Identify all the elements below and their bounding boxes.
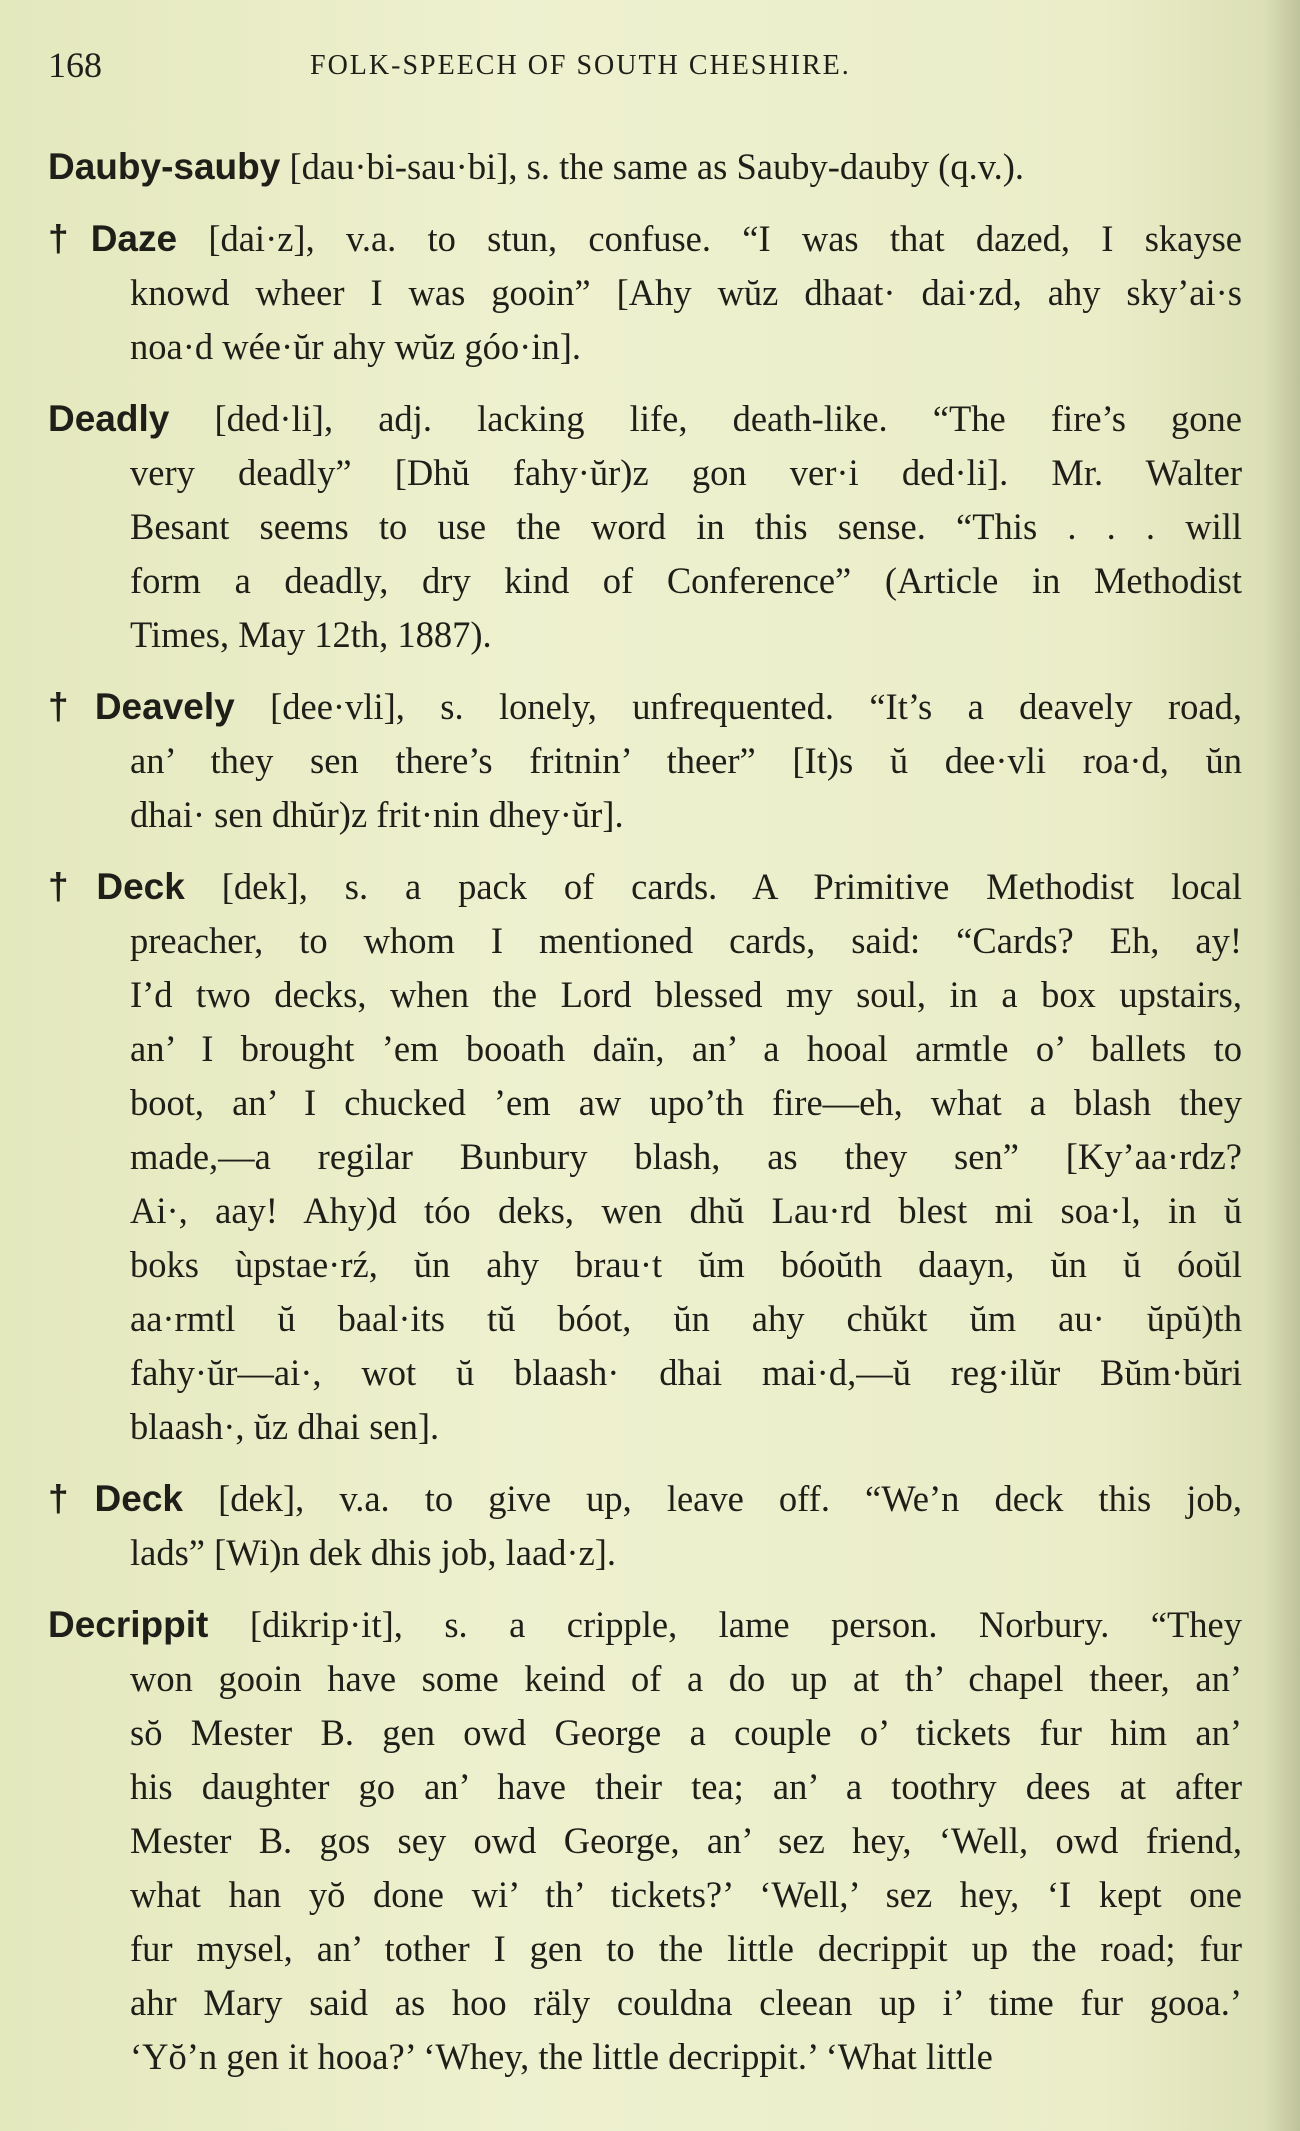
entry-text: aa·rmtl ŭ baal·its tŭ bóot, ŭn ahy chŭkt ŭm au· ŭpŭ)th	[130, 1298, 1242, 1339]
entry-text: made,—a regilar Bunbury blash, as they sen” [Ky’aa·rdz?	[130, 1136, 1242, 1177]
entry-line	[48, 140, 1242, 194]
entry-headword: Dauby-sauby	[48, 146, 281, 187]
entry-line	[48, 1814, 1242, 1868]
entry-line	[48, 1292, 1242, 1346]
entry-text: lads” [Wi)n dek dhis job, laad·z].	[130, 1532, 617, 1573]
entry-line	[48, 1598, 1242, 1652]
dictionary-entry	[48, 212, 1242, 374]
entry-text: his daughter go an’ have their tea; an’ a toothry dees at after	[130, 1766, 1242, 1807]
entry-line	[48, 1706, 1242, 1760]
entry-text: Ai·, aay! Ahy)d tóo deks, wen dhŭ Lau·rd blest mi soa·l, in ŭ	[130, 1190, 1242, 1231]
entry-line	[48, 1076, 1242, 1130]
entry-text: preacher, to whom I mentioned cards, said: “Cards? Eh, ay!	[130, 920, 1242, 961]
entry-text: [dek], s. a pack of cards. A Primitive Methodist local	[221, 866, 1243, 907]
entry-headword: Decrippit	[48, 1604, 209, 1645]
entry-text: [ded·li], adj. lacking life, death-like. “The fire’s gone	[214, 398, 1242, 439]
entry-headword: †Deavely	[48, 686, 235, 727]
dictionary-entries	[48, 140, 1242, 2102]
entry-text: [dee·vli], s. lonely, unfrequented. “It’s a deavely road,	[270, 686, 1242, 727]
entry-text: Besant seems to use the word in this sense. “This . . . will	[130, 506, 1242, 547]
entry-line	[48, 446, 1242, 500]
entry-line	[48, 1022, 1242, 1076]
entry-line	[48, 320, 1242, 374]
entry-line	[48, 1346, 1242, 1400]
entry-text: fahy·ŭr—ai·, wot ŭ blaash· dhai mai·d,—ŭ reg·ilŭr Bŭm·bŭri	[130, 1352, 1242, 1393]
dictionary-entry	[48, 1598, 1242, 2084]
entry-text: [dai·z], v.a. to stun, confuse. “I was that dazed, I skayse	[208, 218, 1243, 259]
dictionary-entry	[48, 392, 1242, 662]
entry-line	[48, 554, 1242, 608]
entry-text: knowd wheer I was gooin” [Ahy wŭz dhaat· dai·zd, ahy sky’ai·s	[130, 272, 1242, 313]
entry-line	[48, 2030, 1242, 2084]
entry-line	[48, 1472, 1242, 1526]
dictionary-entry	[48, 860, 1242, 1454]
entry-text: [dek], v.a. to give up, leave off. “We’n deck this job,	[218, 1478, 1243, 1519]
entry-line	[48, 392, 1242, 446]
entry-text: very deadly” [Dhŭ fahy·ŭr)z gon ver·i ded·li]. Mr. Walter	[130, 452, 1242, 493]
dictionary-entry	[48, 1472, 1242, 1580]
entry-text: fur mysel, an’ tother I gen to the little decrippit up the road; fur	[130, 1928, 1242, 1969]
entry-line	[48, 1760, 1242, 1814]
entry-line	[48, 914, 1242, 968]
dictionary-entry	[48, 140, 1242, 194]
entry-text: won gooin have some keind of a do up at th’ chapel theer, an’	[130, 1658, 1242, 1699]
entry-headword: †Deck	[48, 866, 185, 907]
entry-line	[48, 680, 1242, 734]
entry-text: dhai· sen dhŭr)z frit·nin dhey·ŭr].	[130, 794, 624, 835]
entry-text: sŏ Mester B. gen owd George a couple o’ tickets fur him an’	[130, 1712, 1242, 1753]
entry-line	[48, 734, 1242, 788]
entry-text: boks ùpstae·rź, ŭn ahy brau·t ŭm bóoŭth daayn, ŭn ŭ óoŭl	[130, 1244, 1242, 1285]
entry-line	[48, 968, 1242, 1022]
entry-line	[48, 212, 1242, 266]
page-number: 168	[48, 45, 102, 85]
entry-line	[48, 1922, 1242, 1976]
entry-text: noa·d wée·ŭr ahy wŭz góo·in].	[130, 326, 582, 367]
entry-line	[48, 500, 1242, 554]
entry-text: boot, an’ I chucked ’em aw upo’th fire—eh, what a blash they	[130, 1082, 1242, 1123]
entry-text: Mester B. gos sey owd George, an’ sez hey, ‘Well, owd friend,	[130, 1820, 1242, 1861]
entry-text: [dikrip·it], s. a cripple, lame person. Norbury. “They	[249, 1604, 1242, 1645]
entry-line	[48, 1184, 1242, 1238]
entry-line	[48, 608, 1242, 662]
running-title: FOLK-SPEECH OF SOUTH CHESHIRE.	[310, 50, 851, 81]
entry-headword: †Daze	[48, 218, 178, 259]
entry-headword: Deadly	[48, 398, 170, 439]
entry-line	[48, 860, 1242, 914]
entry-text: ahr Mary said as hoo räly couldna cleean up i’ time fur gooa.’	[130, 1982, 1242, 2023]
entry-line	[48, 1652, 1242, 1706]
entry-text: Times, May 12th, 1887).	[130, 614, 492, 655]
page-header	[48, 44, 1240, 90]
entry-headword: †Deck	[48, 1478, 183, 1519]
entry-text: [dau·bi-sau·bi], s. the same as Sauby-dauby (q.v.).	[289, 146, 1024, 187]
entry-line	[48, 1868, 1242, 1922]
entry-line	[48, 788, 1242, 842]
entry-line	[48, 1238, 1242, 1292]
entry-line	[48, 1976, 1242, 2030]
entry-text: I’d two decks, when the Lord blessed my soul, in a box upstairs,	[130, 974, 1242, 1015]
entry-text: ‘Yŏ’n gen it hooa?’ ‘Whey, the little decrippit.’ ‘What little	[130, 2036, 993, 2077]
entry-text: an’ I brought ’em booath daïn, an’ a hooal armtle o’ ballets to	[130, 1028, 1242, 1069]
entry-line	[48, 1400, 1242, 1454]
entry-text: an’ they sen there’s fritnin’ theer” [It)s ŭ dee·vli roa·d, ŭn	[130, 740, 1242, 781]
page-edge-shadow	[1264, 0, 1300, 2131]
entry-line	[48, 1130, 1242, 1184]
entry-line	[48, 1526, 1242, 1580]
entry-text: blaash·, ŭz dhai sen].	[130, 1406, 440, 1447]
dictionary-entry	[48, 680, 1242, 842]
entry-text: what han yŏ done wi’ th’ tickets?’ ‘Well,’ sez hey, ‘I kept one	[130, 1874, 1242, 1915]
entry-text: form a deadly, dry kind of Conference” (Article in Methodist	[130, 560, 1242, 601]
entry-line	[48, 266, 1242, 320]
